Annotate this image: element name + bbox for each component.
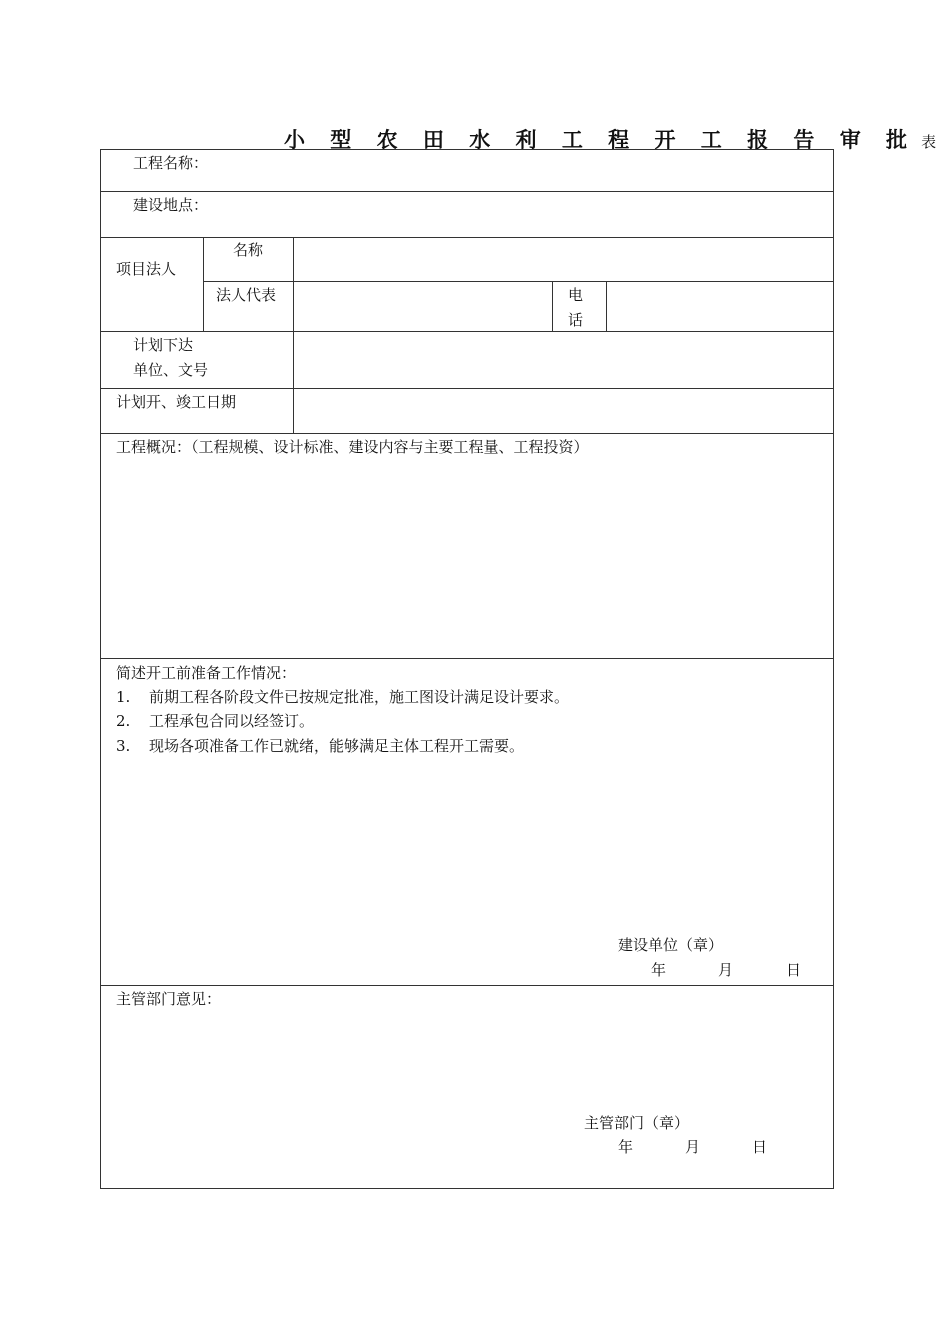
form-title-suffix: 表: [921, 133, 937, 151]
prep-item-3-num: 3.: [116, 737, 131, 755]
prep-item-2-num: 2.: [116, 712, 131, 730]
overview-label: 工程概况：（工程规模、设计标准、建设内容与主要工程量、工程投资）: [116, 438, 589, 456]
cell-opinion[interactable]: [100, 985, 834, 1189]
cell-plan-unit-value[interactable]: [293, 331, 834, 389]
prep-date-month: 月: [718, 961, 734, 979]
prep-date-day: 日: [786, 961, 802, 979]
legal-name-label: 名称: [233, 241, 264, 259]
construction-unit-seal: 建设单位（章）: [618, 936, 724, 954]
cell-legal-name-value[interactable]: [293, 237, 834, 282]
opinion-date-year: 年: [618, 1138, 634, 1156]
plan-unit-label-line1: 计划下达: [133, 336, 194, 354]
prep-item-2-text: 工程承包合同以经签订。: [149, 712, 315, 730]
legal-person-label: 项目法人: [116, 260, 177, 278]
location-label: 建设地点：: [133, 196, 209, 214]
prep-item-1-text: 前期工程各阶段文件已按规定批准，施工图设计满足设计要求。: [149, 688, 570, 706]
prep-date-year: 年: [651, 961, 667, 979]
opinion-date-day: 日: [752, 1138, 768, 1156]
prep-item-1-num: 1.: [116, 688, 131, 706]
plan-dates-label: 计划开、竣工日期: [116, 393, 237, 411]
cell-legal-person-label: [100, 237, 204, 332]
form-title-main: 小 型 农 田 水 利 工 程 开 工 报 告 审 批: [284, 127, 917, 152]
opinion-date-month: 月: [685, 1138, 701, 1156]
cell-plan-dates-value[interactable]: [293, 388, 834, 434]
preparation-heading: 简述开工前准备工作情况：: [116, 664, 297, 682]
plan-unit-label-line2: 单位、文号: [133, 361, 209, 379]
prep-item-3-text: 现场各项准备工作已就绪，能够满足主体工程开工需要。: [149, 737, 525, 755]
phone-label-line1: 电: [568, 286, 584, 304]
phone-label-line2: 话: [568, 311, 584, 329]
cell-legal-rep-value[interactable]: [293, 281, 553, 332]
opinion-heading: 主管部门意见：: [116, 990, 222, 1008]
project-name-label: 工程名称：: [133, 154, 209, 172]
department-seal: 主管部门（章）: [584, 1114, 690, 1132]
cell-overview[interactable]: [100, 433, 834, 659]
legal-rep-label: 法人代表: [216, 286, 277, 304]
cell-project-name: [100, 149, 834, 192]
cell-phone-value[interactable]: [606, 281, 834, 332]
cell-location: [100, 191, 834, 238]
